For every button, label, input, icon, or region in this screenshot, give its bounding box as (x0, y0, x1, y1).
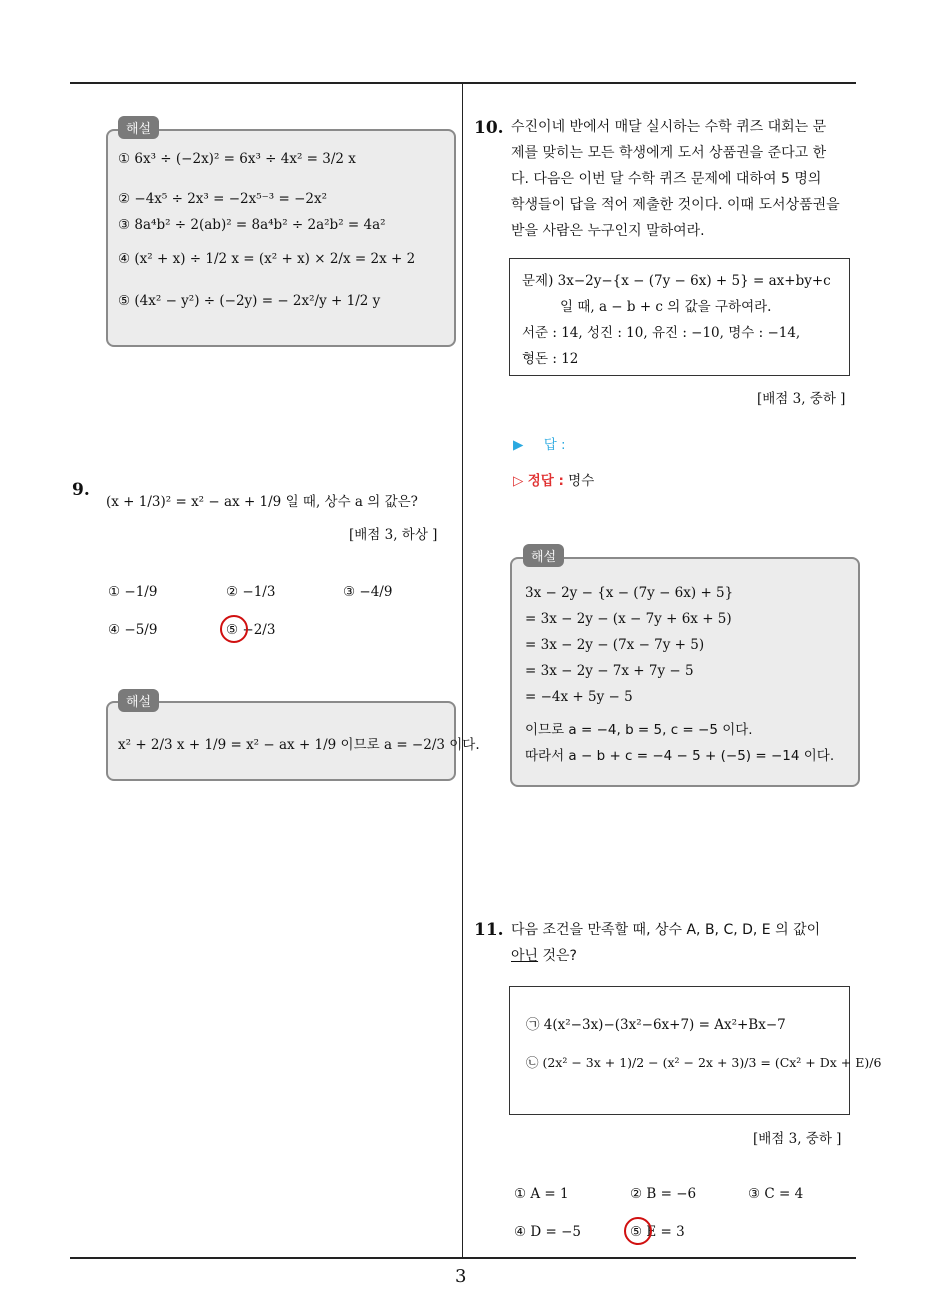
q10-sol-line-1: 3x − 2y − {x − (7y − 6x) + 5} (525, 585, 734, 601)
solution-line-1: ① 6x³ ÷ (−2x)² = 6x³ ÷ 4x² = 3/2 x (118, 151, 356, 167)
q11-text-line-1: 다음 조건을 만족할 때, 상수 A, B, C, D, E 의 값이 (511, 922, 821, 938)
play-icon: ▶ (513, 437, 524, 453)
q9-choice-1[interactable]: ① −1/9 (108, 584, 158, 600)
page-number: 3 (455, 1266, 467, 1287)
q10-correct-row (513, 469, 594, 489)
q11-choice-2[interactable]: ② B = −6 (630, 1186, 697, 1202)
q10-sol-line-6: 이므로 a = −4, b = 5, c = −5 이다. (525, 722, 753, 738)
q9-choice-3[interactable]: ③ −4/9 (343, 584, 393, 600)
solution-tag: 해설 (118, 116, 159, 139)
correct-value: 명수 (568, 473, 595, 489)
q10-box-line-3: 서준 : 14, 성진 : 10, 유진 : −10, 명수 : −14, (522, 325, 801, 341)
q9-selected-mark (220, 615, 248, 643)
q10-sol-line-4: = 3x − 2y − 7x + 7y − 5 (525, 663, 694, 679)
question-11-number: 11. (474, 920, 504, 940)
q10-text-line: 제를 맞히는 모든 학생에게 도서 상품권을 준다고 한 (511, 145, 827, 161)
solution-line-5: ⑤ (4x² − y²) ÷ (−2y) = − 2x²/y + 1/2 y (118, 293, 381, 309)
q10-sol-line-7: 따라서 a − b + c = −4 − 5 + (−5) = −14 이다. (525, 748, 835, 764)
q10-box-line-2: 일 때, a − b + c 의 값을 구하여라. (560, 299, 772, 315)
answer-label: 답 : (543, 437, 566, 453)
q10-sol-line-2: = 3x − 2y − (x − 7y + 6x + 5) (525, 611, 732, 627)
q11-text-line-2 (511, 943, 857, 969)
q9-solution-text: x² + 2/3 x + 1/9 = x² − ax + 1/9 이므로 a = −2/3 이다. (118, 737, 480, 753)
q11-choice-1[interactable]: ① A = 1 (514, 1186, 569, 1202)
q9-choice-4[interactable]: ④ −5/9 (108, 622, 158, 638)
q10-box-line-4: 형돈 : 12 (522, 351, 579, 367)
q9-choice-5[interactable]: ⑤ −2/3 (226, 622, 276, 638)
q11-choice-5[interactable]: ⑤ E = 3 (630, 1224, 685, 1240)
q11-choice-3[interactable]: ③ C = 4 (748, 1186, 804, 1202)
question-10-text (511, 114, 857, 244)
q10-text-line: 받을 사람은 누구인지 말하여라. (511, 223, 705, 239)
q11-condition-2: ㉡ (2x² − 3x + 1)/2 − (x² − 2x + 3)/3 = (Cx² + Dx + E)/6 (526, 1055, 882, 1070)
top-rule (70, 82, 856, 84)
solution-box-q9 (106, 701, 480, 781)
question-9-number: 9. (72, 480, 90, 500)
q10-sol-line-3: = 3x − 2y − (7x − 7y + 5) (525, 637, 705, 653)
q11-underlined-word: 아닌 (511, 948, 539, 964)
question-9-text: (x + 1/3)² = x² − ax + 1/9 일 때, 상수 a 의 값은? (106, 494, 418, 510)
q11-choice-4[interactable]: ④ D = −5 (514, 1224, 582, 1240)
solution-line-3: ③ 8a⁴b² ÷ 2(ab)² = 8a⁴b² ÷ 2a²b² = 4a² (118, 217, 386, 233)
question-9-score: [배점 3, 하상 ] (349, 527, 438, 543)
question-11-score: [배점 3, 중하 ] (753, 1131, 842, 1147)
q10-box-line-1: 문제) 3x−2y−{x − (7y − 6x) + 5} = ax+by+c (522, 273, 831, 289)
solution-tag: 해설 (523, 544, 564, 567)
correct-label: 정답 : (527, 473, 564, 489)
q11-text-rest: 것은? (538, 948, 577, 964)
solution-line-4: ④ (x² + x) ÷ 1/2 x = (x² + x) × 2/x = 2x + 2 (118, 251, 416, 267)
q10-problem-box (509, 258, 850, 376)
solution-box-q10 (510, 557, 860, 787)
q11-selected-mark (624, 1217, 652, 1245)
column-divider (462, 84, 463, 1258)
q11-condition-box (509, 986, 882, 1115)
q10-text-line: 학생들이 답을 적어 제출한 것이다. 이때 도서상품권을 (511, 197, 840, 213)
q10-answer-row (513, 433, 566, 453)
q9-choice-2[interactable]: ② −1/3 (226, 584, 276, 600)
solution-line-2: ② −4x⁵ ÷ 2x³ = −2x⁵⁻³ = −2x² (118, 191, 328, 207)
solution-box-q8 (106, 129, 456, 347)
q10-text-line: 다. 다음은 이번 달 수학 퀴즈 문제에 대하여 5 명의 (511, 171, 822, 187)
q10-sol-line-5: = −4x + 5y − 5 (525, 689, 633, 705)
triangle-outline-icon: ▷ (513, 473, 524, 489)
q10-text-line: 수진이네 반에서 매달 실시하는 수학 퀴즈 대회는 문 (511, 119, 827, 135)
solution-tag: 해설 (118, 689, 159, 712)
question-10-score: [배점 3, 중하 ] (757, 391, 846, 407)
question-11-text (511, 917, 857, 969)
bottom-rule (70, 1257, 856, 1259)
question-10-number: 10. (474, 118, 504, 138)
q11-condition-1: ㉠ 4(x²−3x)−(3x²−6x+7) = Ax²+Bx−7 (526, 1017, 786, 1033)
